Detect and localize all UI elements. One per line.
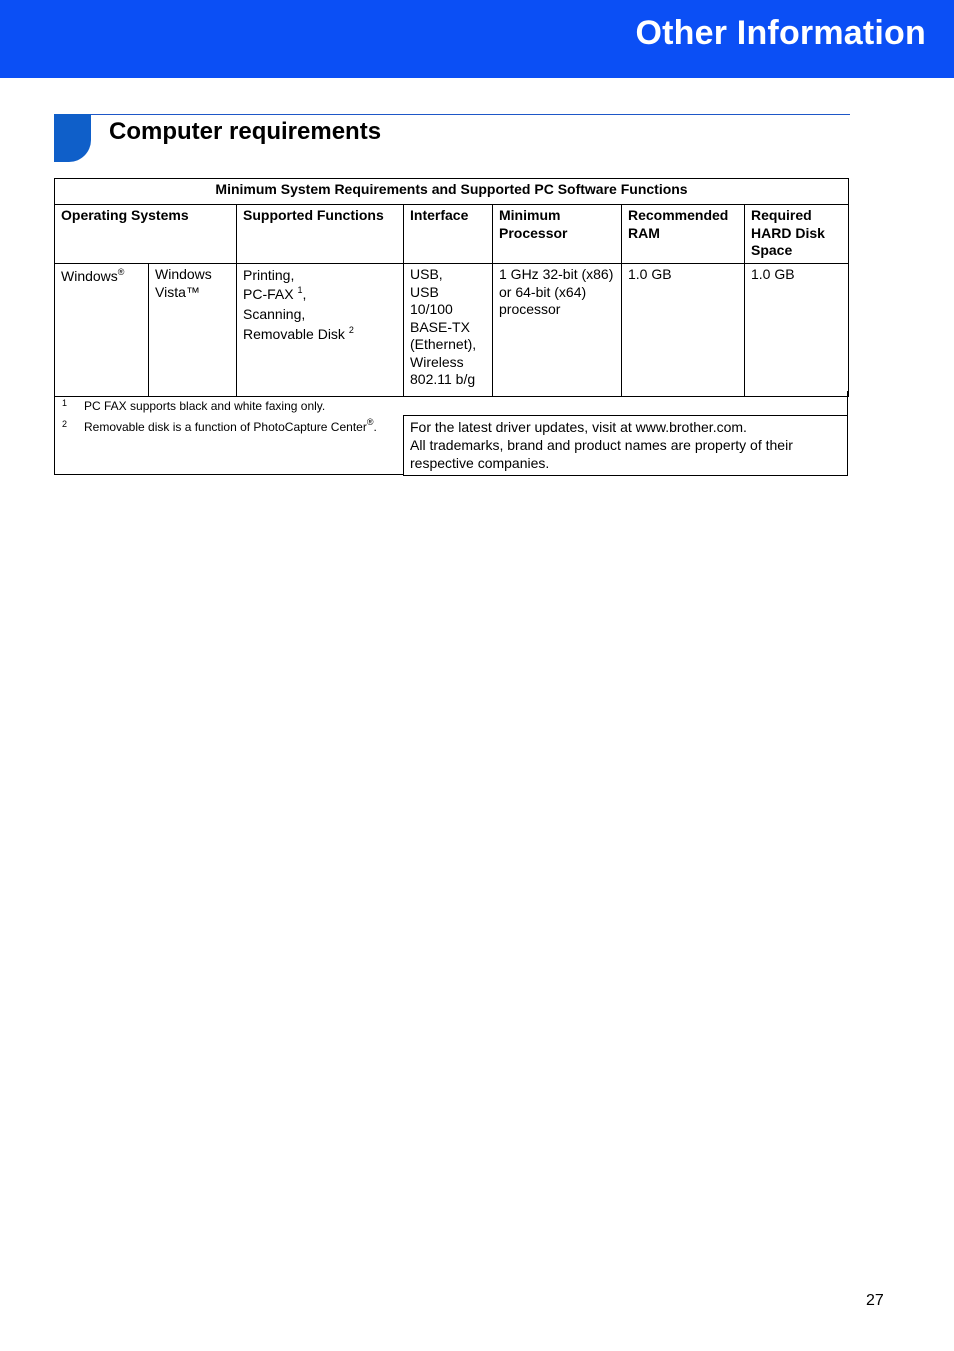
header-required-disk-space [745, 205, 849, 264]
interface-line: (Ethernet), [410, 336, 477, 352]
function-item [243, 304, 397, 324]
header-minimum-processor [493, 205, 622, 264]
interface-line: USB [410, 283, 439, 300]
function-text: PC-FAX [243, 286, 294, 302]
header-recommended-ram [622, 205, 745, 264]
header-label: Operating Systems [61, 207, 189, 223]
header-label: Required [751, 207, 812, 223]
function-text: , [302, 286, 307, 302]
header-label: Recommended [628, 207, 729, 223]
function-item [243, 266, 397, 284]
footnote-number: 2 [62, 419, 68, 429]
section-rule [90, 114, 850, 115]
footnote-text: . [373, 420, 377, 434]
header-label: RAM [628, 224, 660, 241]
footnote-1 [55, 398, 325, 414]
os-version-line: Vista™ [155, 283, 200, 300]
cell-interface [404, 264, 493, 397]
table-caption: Minimum System Requirements and Supported PC Software Functions [55, 179, 849, 205]
header-label: Interface [410, 207, 469, 223]
footnote-text: Removable disk is a function of PhotoCapture Center [84, 420, 367, 434]
header-operating-systems [55, 205, 237, 264]
footnote-number: 1 [62, 398, 68, 408]
header-label: HARD Disk [751, 224, 825, 241]
page-number: 27 [866, 1292, 884, 1309]
table-row [55, 264, 849, 397]
page-header-title: Other Information [635, 14, 926, 52]
processor-line: processor [499, 301, 561, 317]
interface-line: 802.11 b/g [410, 371, 476, 387]
function-item [243, 324, 397, 344]
header-label: Supported Functions [243, 207, 384, 223]
notice-line: respective companies. [410, 455, 550, 471]
cell-processor [493, 264, 622, 397]
requirements-table [54, 178, 849, 397]
footnote-ref: 1 [297, 285, 303, 295]
header-label: Processor [499, 224, 568, 241]
interface-line: USB, [410, 266, 443, 282]
footnote-ref: 2 [348, 325, 354, 335]
processor-line: 1 GHz 32-bit (x86) [499, 266, 614, 282]
function-item [243, 284, 397, 304]
header-label: Minimum [499, 207, 561, 223]
interface-line: BASE-TX [410, 318, 470, 335]
notice-line: For the latest driver updates, visit at www.brother.com. [410, 419, 747, 435]
footnote-text: PC FAX supports black and white faxing only. [84, 399, 326, 413]
notice-line: All trademarks, brand and product names are property of their [410, 437, 793, 453]
cell-disk: 1.0 GB [745, 264, 849, 397]
interface-line: 10/100 [410, 301, 453, 317]
cell-os-version [149, 264, 237, 397]
registered-mark: ® [117, 267, 125, 277]
cell-ram: 1.0 GB [622, 264, 745, 397]
footnote-2 [55, 419, 377, 435]
function-text: Printing, [243, 267, 295, 283]
processor-line: or 64-bit (x64) [499, 283, 587, 300]
registered-mark: ® [366, 417, 374, 427]
header-label: Space [751, 242, 793, 258]
function-text: Scanning, [243, 306, 306, 322]
os-version-line: Windows [155, 266, 212, 282]
driver-notice-box [403, 415, 848, 476]
section-title: Computer requirements [109, 118, 382, 145]
os-family: Windows [61, 268, 118, 284]
header-supported-functions [237, 205, 404, 264]
section-tab-marker [54, 114, 91, 162]
cell-os-family [55, 264, 149, 397]
interface-line: Wireless [410, 353, 464, 370]
cell-supported-functions [237, 264, 404, 397]
function-text: Removable Disk [243, 326, 345, 342]
header-banner [0, 0, 954, 78]
header-interface [404, 205, 493, 264]
